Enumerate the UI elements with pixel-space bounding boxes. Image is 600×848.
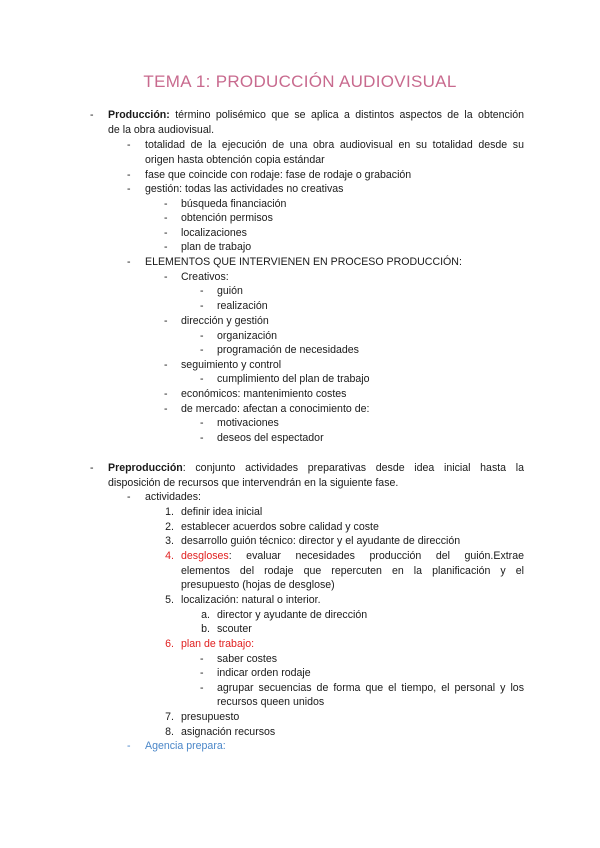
list-item: plan de trabajo — [181, 241, 252, 253]
list-item: obtención permisos — [181, 212, 273, 224]
list-item: localización: natural o interior. — [181, 594, 321, 606]
preproduccion-term: Preproducción — [108, 462, 183, 474]
list-letter: a. — [201, 609, 210, 621]
bullet-dash: - — [164, 227, 168, 239]
bullet-dash: - — [127, 139, 131, 151]
produccion-term: Producción: — [108, 109, 170, 121]
bullet-dash: - — [164, 198, 168, 210]
list-number: 5. — [165, 594, 174, 606]
bullet-dash: - — [164, 388, 168, 400]
bullet-dash: - — [127, 169, 131, 181]
bullet-dash: - — [127, 256, 131, 268]
bullet-dash: - — [200, 682, 204, 694]
list-number: 8. — [165, 726, 174, 738]
list-item: motivaciones — [217, 417, 279, 429]
bullet-dash: - — [200, 300, 204, 312]
bullet-dash: - — [127, 740, 131, 752]
list-item: localizaciones — [181, 227, 247, 239]
bullet-dash: - — [200, 417, 204, 429]
list-number: 2. — [165, 521, 174, 533]
list-number: 6. — [165, 638, 174, 650]
list-item: económicos: mantenimiento costes — [181, 388, 347, 400]
list-item: asignación recursos — [181, 726, 276, 738]
produccion-definition: Producción: término polisémico que se aplica a distintos aspectos de la obtención — [108, 109, 524, 121]
bullet-dash: - — [200, 667, 204, 679]
list-item: fase que coincide con rodaje: fase de rodaje o grabación — [145, 169, 412, 181]
list-item: Agencia prepara: — [145, 740, 226, 752]
bullet-dash: - — [164, 315, 168, 327]
desgloses-term: desgloses — [181, 550, 229, 562]
list-item: Creativos: — [181, 271, 229, 283]
preproduccion-definition-cont: disposición de recursos que intervendrán en la siguiente fase. — [108, 477, 399, 489]
list-item: indicar orden rodaje — [217, 667, 311, 679]
list-item: deseos del espectador — [217, 432, 324, 444]
list-item: dirección y gestión — [181, 315, 269, 327]
produccion-definition-cont: de la obra audiovisual. — [108, 124, 215, 136]
list-number: 7. — [165, 711, 174, 723]
list-item: desarrollo guión técnico: director y el ayudante de dirección — [181, 535, 461, 547]
list-item-cont: origen hasta obtención copia estándar — [145, 154, 325, 166]
bullet-dash: - — [164, 359, 168, 371]
list-item: establecer acuerdos sobre calidad y coste — [181, 521, 379, 533]
bullet-dash: - — [200, 330, 204, 342]
list-item: cumplimiento del plan de trabajo — [217, 373, 370, 385]
list-item: saber costes — [217, 653, 278, 665]
bullet-dash: - — [200, 653, 204, 665]
list-number: 3. — [165, 535, 174, 547]
bullet-dash: - — [164, 241, 168, 253]
list-item: presupuesto — [181, 711, 240, 723]
list-item: gestión: todas las actividades no creativas — [145, 183, 344, 195]
bullet-dash: - — [164, 271, 168, 283]
list-item-cont: elementos del rodaje que repercuten en la planificación y el — [181, 565, 524, 577]
list-item: plan de trabajo: — [181, 638, 255, 650]
bullet-dash: - — [127, 183, 131, 195]
list-item: realización — [217, 300, 268, 312]
list-item: scouter — [217, 623, 252, 635]
bullet-dash: - — [90, 462, 94, 474]
list-item: ELEMENTOS QUE INTERVIENEN EN PROCESO PRODUCCIÓN: — [145, 256, 462, 268]
bullet-dash: - — [127, 491, 131, 503]
bullet-dash: - — [164, 212, 168, 224]
list-item: actividades: — [145, 491, 201, 503]
list-item-cont: presupuesto (hojas de desglose) — [181, 579, 335, 591]
list-item: totalidad de la ejecución de una obra audiovisual en su totalidad desde su — [145, 139, 524, 151]
list-item: desgloses: evaluar necesidades producción del guión.Extrae — [181, 550, 524, 562]
list-number: 1. — [165, 506, 174, 518]
list-item: agrupar secuencias de forma que el tiempo, el personal y los — [217, 682, 524, 694]
bullet-dash: - — [164, 403, 168, 415]
bullet-dash: - — [200, 432, 204, 444]
list-item: director y ayudante de dirección — [217, 609, 368, 621]
list-item: programación de necesidades — [217, 344, 359, 356]
list-item-cont: recursos queen unidos — [217, 696, 325, 708]
list-number: 4. — [165, 550, 174, 562]
page-title: TEMA 1: PRODUCCIÓN AUDIOVISUAL — [143, 72, 457, 91]
list-letter: b. — [201, 623, 210, 635]
list-item: de mercado: afectan a conocimiento de: — [181, 403, 370, 415]
list-item: organización — [217, 330, 278, 342]
list-item: seguimiento y control — [181, 359, 282, 371]
list-item: búsqueda financiación — [181, 198, 287, 210]
list-item: definir idea inicial — [181, 506, 263, 518]
preproduccion-definition: Preproducción: conjunto actividades preparativas desde idea inicial hasta la — [108, 462, 524, 474]
bullet-dash: - — [200, 344, 204, 356]
list-item: guión — [217, 285, 243, 297]
bullet-dash: - — [200, 285, 204, 297]
bullet-dash: - — [90, 109, 94, 121]
bullet-dash: - — [200, 373, 204, 385]
